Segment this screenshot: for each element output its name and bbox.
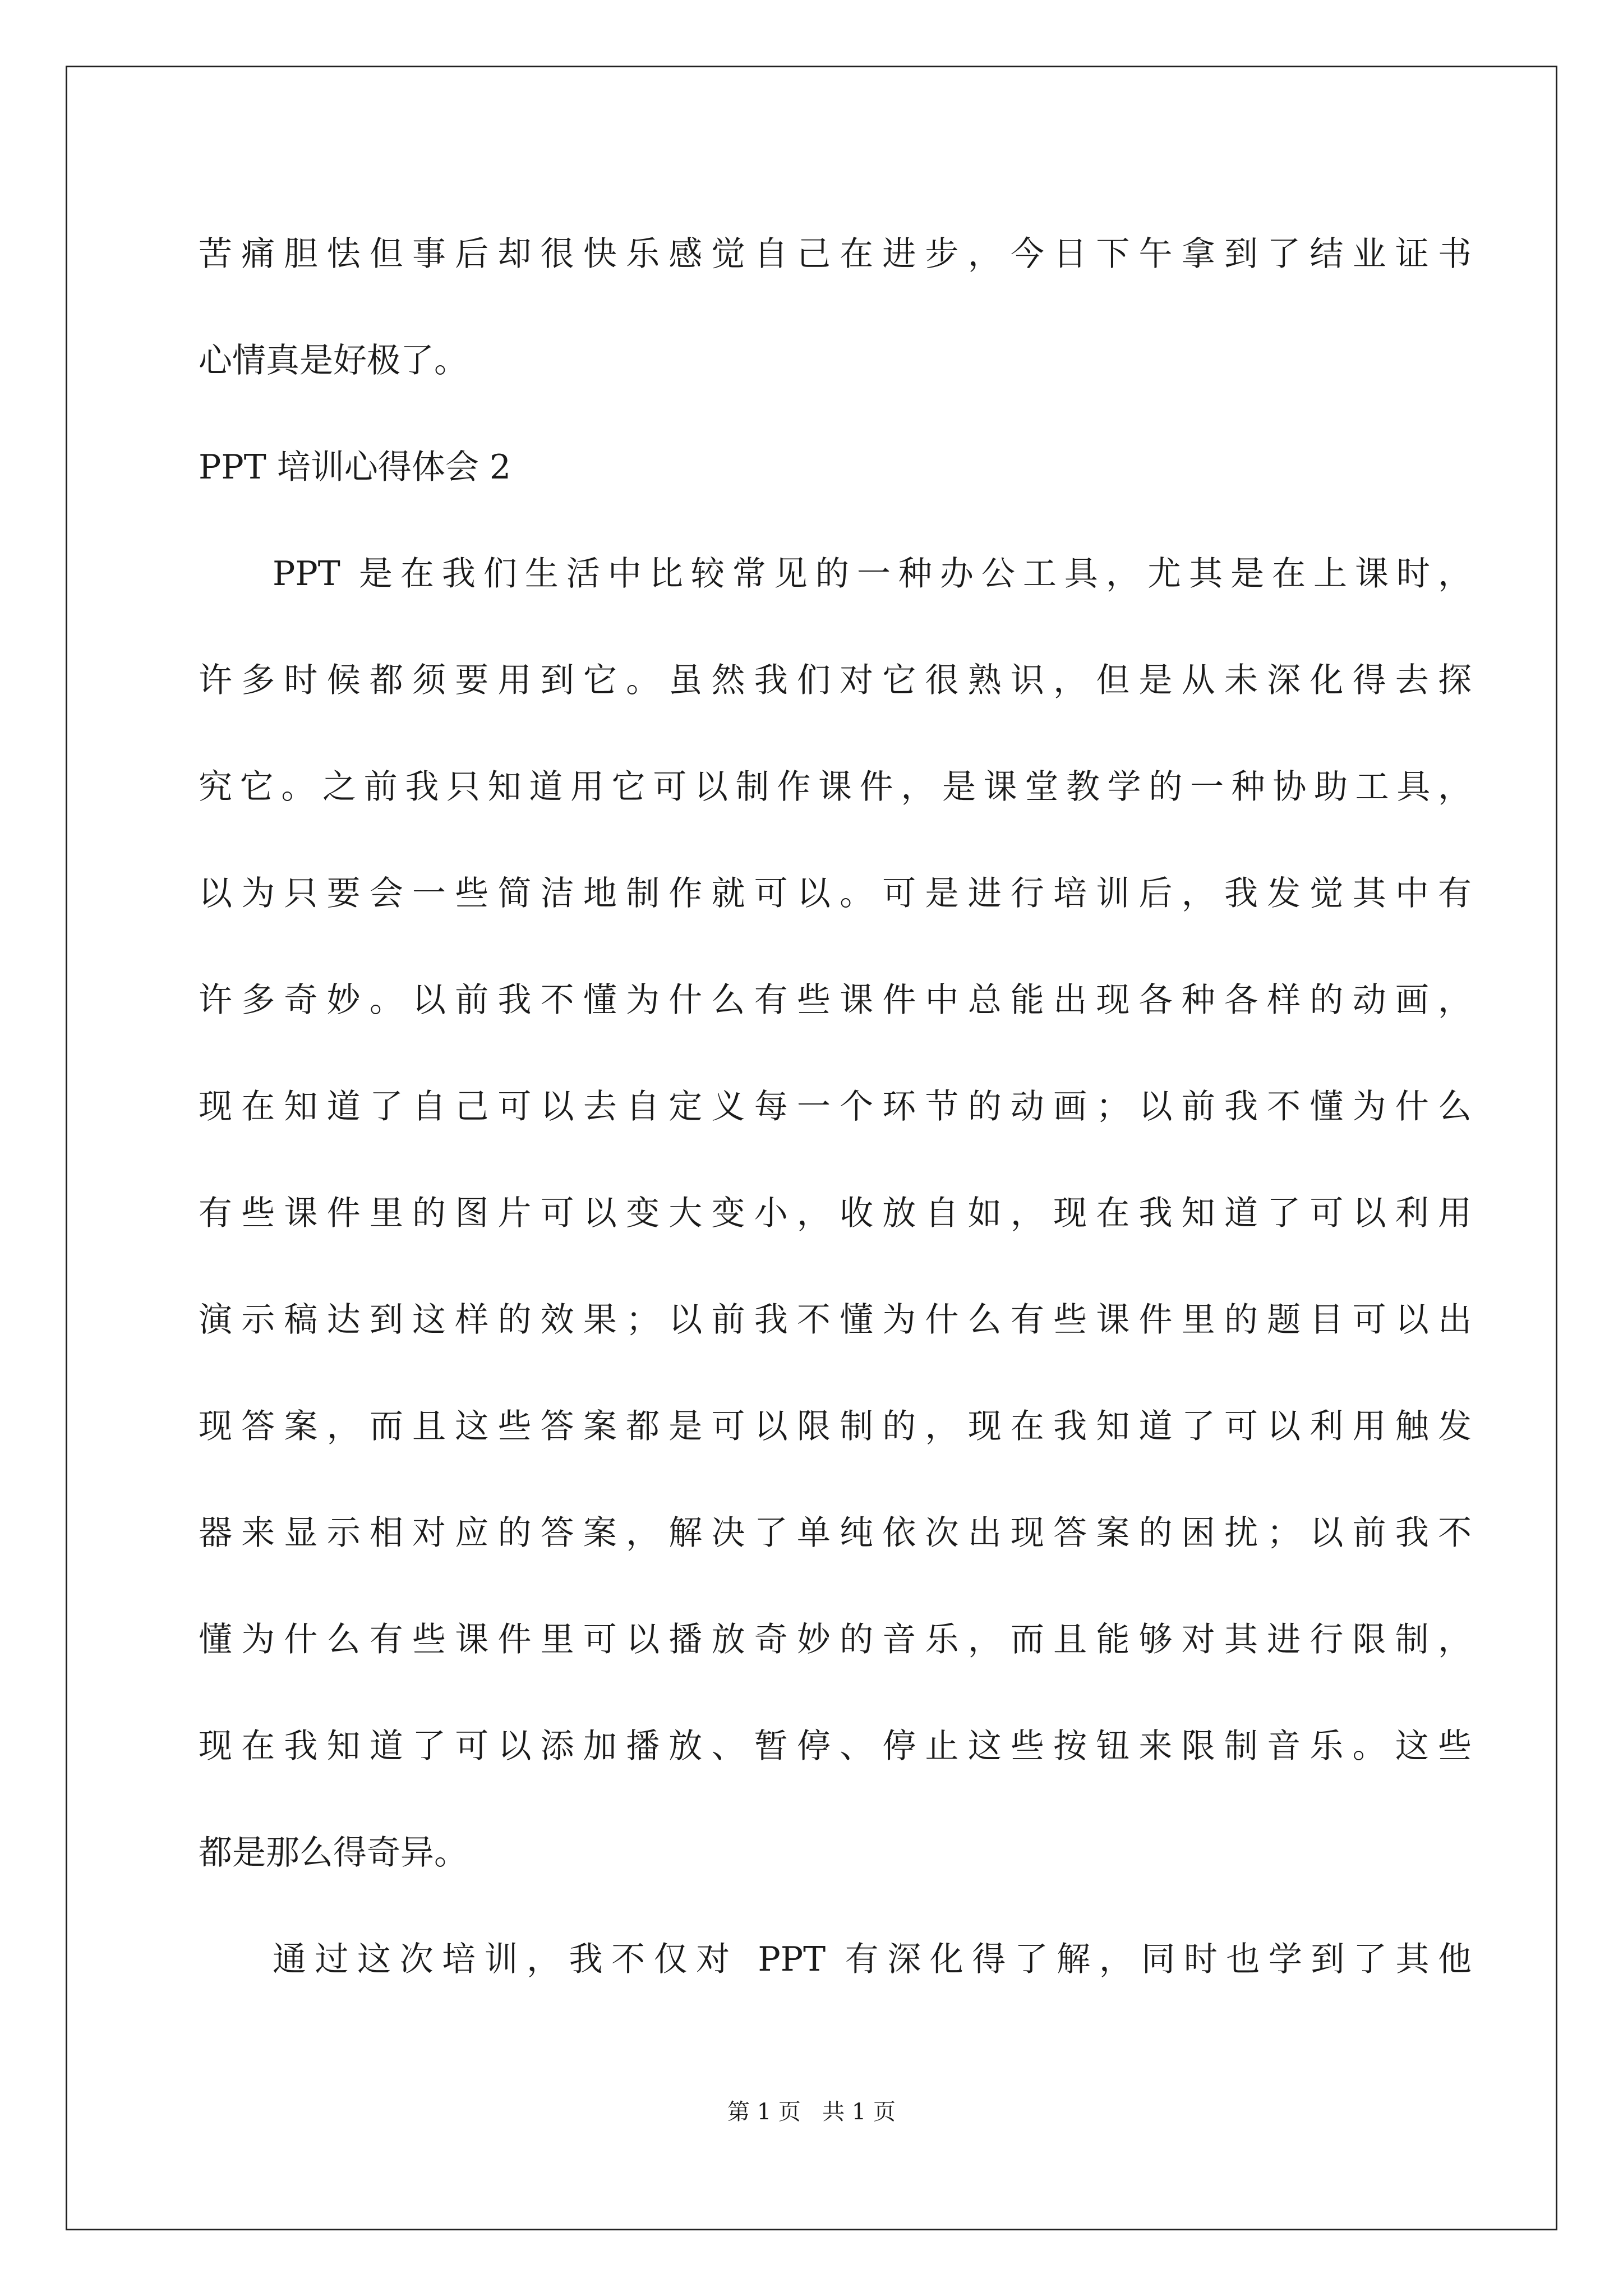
document-body: [199, 201, 1472, 2013]
text-line: 通过这次培训，我不仅对 PPT 有深化得了解，同时也学到了其他: [273, 1940, 1472, 1979]
text-line: 有些课件里的图片可以变大变小，收放自如，现在我知道了可以利用: [199, 1194, 1472, 1233]
text-line: 现答案，而且这些答案都是可以限制的，现在我知道了可以利用触发: [199, 1407, 1472, 1446]
text-line: 许多奇妙。以前我不懂为什么有些课件中总能出现各种各样的动画，: [199, 981, 1472, 1020]
text-line: 懂为什么有些课件里可以播放奇妙的音乐，而且能够对其进行限制，: [199, 1620, 1472, 1659]
text-line: 都是那么得奇异。: [199, 1833, 468, 1872]
text-line: 器来显示相对应的答案，解决了单纯依次出现答案的困扰；以前我不: [199, 1513, 1472, 1553]
page-number-footer: 第 1 页 共 1 页: [727, 2099, 896, 2125]
text-line: 究它。之前我只知道用它可以制作课件，是课堂教学的一种协助工具，: [199, 767, 1472, 807]
text-line: 心情真是好极了。: [199, 341, 468, 380]
text-line: 许多时候都须要用到它。虽然我们对它很熟识，但是从未深化得去探: [199, 661, 1472, 700]
text-line: 现在知道了自己可以去自定义每一个环节的动画；以前我不懂为什么: [199, 1087, 1472, 1126]
text-line: PPT 是在我们生活中比较常见的一种办公工具，尤其是在上课时，: [273, 554, 1472, 593]
text-line: 以为只要会一些简洁地制作就可以。可是进行培训后，我发觉其中有: [199, 874, 1472, 913]
text-line: 演示稿达到这样的效果；以前我不懂为什么有些课件里的题目可以出: [199, 1300, 1472, 1340]
text-line: 现在我知道了可以添加播放、暂停、停止这些按钮来限制音乐。这些: [199, 1727, 1472, 1766]
section-heading: PPT 培训心得体会 2: [199, 448, 511, 487]
text-line: 苦痛胆怯但事后却很快乐感觉自己在进步，今日下午拿到了结业证书: [199, 234, 1472, 274]
